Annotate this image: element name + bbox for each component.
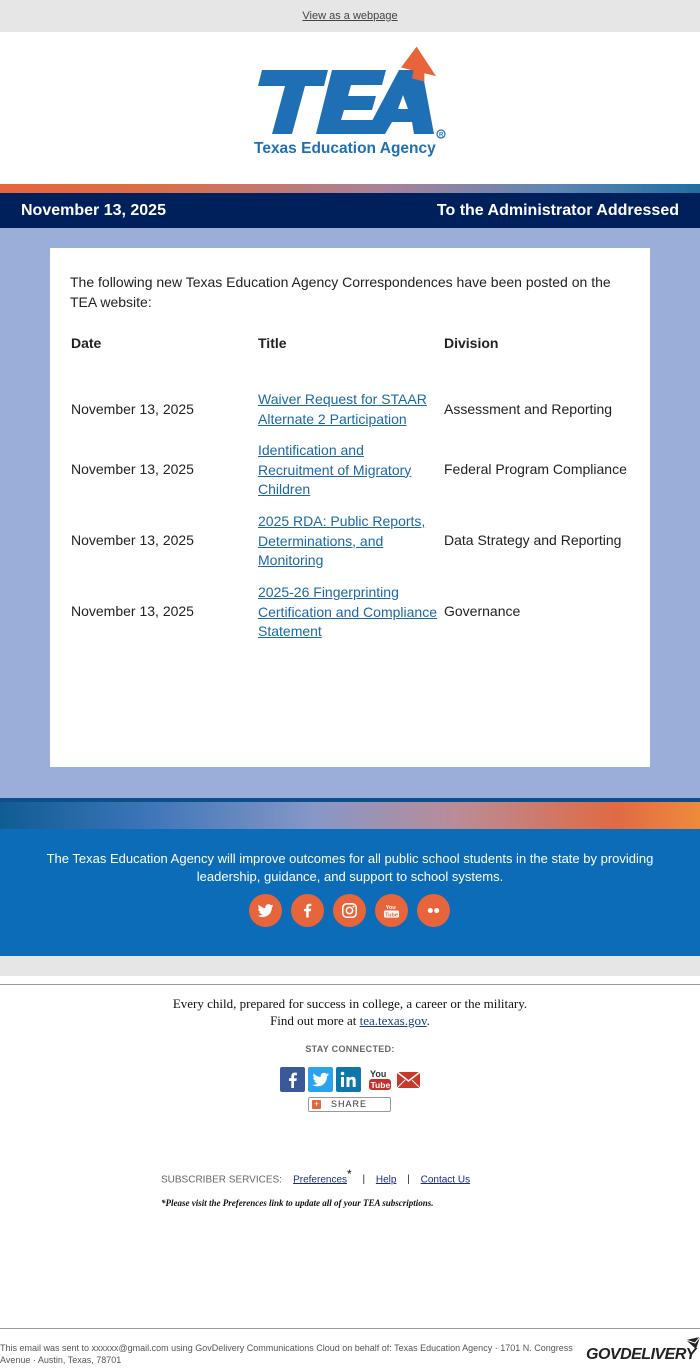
table-row xyxy=(50,583,650,643)
svg-text:Tube: Tube xyxy=(385,912,398,919)
help-link[interactable]: Help xyxy=(375,1174,397,1186)
facebook-icon[interactable] xyxy=(280,1067,305,1092)
content-background xyxy=(0,228,700,798)
column-header-date: Date xyxy=(71,335,102,351)
row-division: Data Strategy and Reporting xyxy=(444,532,622,548)
facebook-icon[interactable] xyxy=(291,894,324,927)
row-date: November 13, 2025 xyxy=(71,603,194,619)
share-button[interactable] xyxy=(308,1097,391,1112)
stay-connected-label: STAY CONNECTED: xyxy=(305,1044,395,1054)
envelope-icon xyxy=(686,1337,700,1349)
row-title-link[interactable]: Waiver Request for STAAR Alternate 2 Participation xyxy=(258,391,427,427)
row-date: November 13, 2025 xyxy=(71,401,194,417)
preferences-note: *Please visit the Preferences link to update all of your TEA subscriptions. xyxy=(161,1198,434,1208)
youtube-icon[interactable] xyxy=(375,894,408,927)
footer-mission-block xyxy=(0,829,700,956)
flickr-icon[interactable] xyxy=(417,894,450,927)
preferences-link[interactable]: Preferences xyxy=(293,1174,348,1186)
twitter-icon[interactable] xyxy=(249,894,282,927)
social-links xyxy=(249,894,451,928)
row-division: Federal Program Compliance xyxy=(444,461,627,477)
row-division: Governance xyxy=(444,603,521,619)
tagline-suffix: . xyxy=(426,1013,430,1028)
tea-logo xyxy=(252,46,452,161)
intro-text: The following new Texas Education Agency Correspondences have been posted on the TEA website: xyxy=(70,274,611,310)
tagline-line-2 xyxy=(0,1012,700,1029)
date-bar xyxy=(0,193,700,228)
table-row xyxy=(50,390,650,430)
subscriber-services xyxy=(161,1167,470,1185)
instagram-icon[interactable] xyxy=(333,894,366,927)
logo-area xyxy=(0,32,700,184)
row-division: Assessment and Reporting xyxy=(444,401,613,417)
svg-text:Tube: Tube xyxy=(370,1080,391,1090)
mission-statement: The Texas Education Agency will improve outcomes for all public school students in the state by providing leadership, guidance, and support to school systems. xyxy=(46,851,654,884)
row-title-link[interactable]: 2025-26 Fingerprinting Certification and Compliance Statement xyxy=(258,584,437,639)
separator: | xyxy=(407,1174,410,1186)
legal-footer-text: This email was sent to xxxxxx@gmail.com using GovDelivery Communications Cloud on behalf of: Texas Education Agency · 1701 N. Congress Avenue · Austin, Texas, 78701 xyxy=(0,1343,573,1365)
table-row xyxy=(50,512,650,572)
linkedin-icon[interactable] xyxy=(336,1067,361,1092)
govdelivery-logo[interactable]: GOVDELIVERY xyxy=(586,1346,696,1363)
gray-separator-band xyxy=(0,956,700,976)
row-title-link[interactable]: 2025 RDA: Public Reports, Determinations, and Monitoring xyxy=(258,513,426,568)
top-bar xyxy=(0,0,700,32)
svg-text:R: R xyxy=(439,132,444,139)
table-row xyxy=(50,441,650,501)
contact-us-link[interactable]: Contact Us xyxy=(420,1174,471,1186)
email-icon[interactable] xyxy=(396,1067,421,1092)
row-date: November 13, 2025 xyxy=(71,461,194,477)
svg-text:You: You xyxy=(385,904,396,911)
issue-date: November 13, 2025 xyxy=(21,202,166,219)
preferences-asterisk: * xyxy=(347,1167,352,1181)
separator: | xyxy=(362,1174,366,1186)
logo-subtitle: Texas Education Agency xyxy=(254,140,436,157)
share-label: SHARE xyxy=(331,1099,368,1109)
row-date: November 13, 2025 xyxy=(71,532,194,548)
header-gradient-strip xyxy=(0,184,700,193)
subscriber-label: SUBSCRIBER SERVICES: xyxy=(161,1174,282,1186)
tagline xyxy=(0,995,700,1029)
column-header-title: Title xyxy=(258,335,287,351)
svg-text:You: You xyxy=(370,1069,387,1079)
tagline-prefix: Find out more at xyxy=(270,1013,357,1028)
row-title-link[interactable]: Identification and Recruitment of Migratory Children xyxy=(258,442,412,497)
audience-label: To the Administrator Addressed xyxy=(436,202,679,219)
tagline-line-1: Every child, prepared for success in college, a career or the military. xyxy=(172,996,528,1011)
horizontal-rule xyxy=(0,1328,700,1329)
view-as-webpage-link[interactable]: View as a webpage xyxy=(302,10,398,22)
column-header-division: Division xyxy=(444,335,499,351)
horizontal-rule xyxy=(0,984,700,985)
twitter-icon[interactable] xyxy=(308,1067,333,1092)
youtube-icon[interactable] xyxy=(368,1067,393,1092)
footer-gradient-strip xyxy=(0,802,700,829)
tea-website-link[interactable]: tea.texas.gov xyxy=(359,1013,427,1028)
correspondence-card xyxy=(50,248,650,767)
plus-icon: + xyxy=(313,1099,320,1109)
